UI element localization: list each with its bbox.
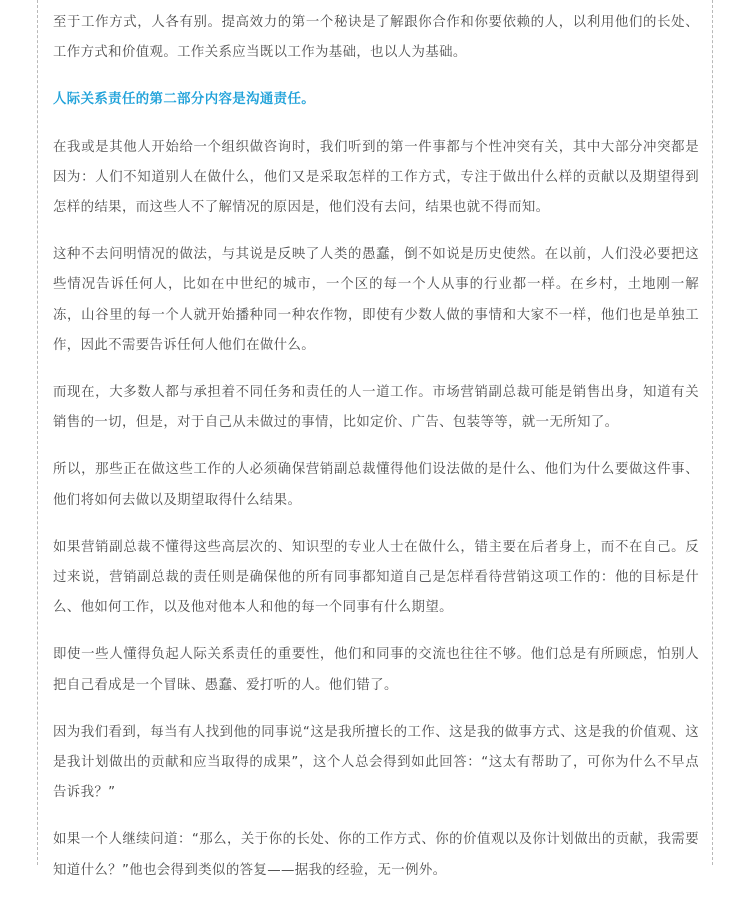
paragraph-colleague-response: 因为我们看到，每当有人找到他的同事说“这是我所擅长的工作、这是我的做事方式、这是我的价值观、这是我计划做出的贡献和应当取得的成果”，这个人总会得到如此回答：“这太有帮助了，可你为什么不早点告诉我？”: [53, 724, 699, 801]
paragraph-hesitation: 即使一些人懂得负起人际关系责任的重要性，他们和同事的交流也往往不够。他们总是有所顾虑，怕别人把自己看成是一个冒昧、愚蠢、爱打听的人。他们错了。: [53, 647, 699, 693]
paragraph-follow-up: 如果一个人继续问道：“那么，关于你的长处、你的工作方式、你的价值观以及你计划做出的贡献，我需要知道什么？”他也会得到类似的答复——据我的经验，无一例外。: [53, 832, 699, 878]
paragraph-marketing-vp: 而现在，大多数人都与承担着不同任务和责任的人一道工作。市场营销副总裁可能是销售出身，知道有关销售的一切，但是，对于自己从未做过的事情，比如定价、广告、包装等等，就一无所知了。: [53, 385, 699, 431]
paragraph-ensure-understanding: 所以，那些正在做这些工作的人必须确保营销副总裁懂得他们设法做的是什么、他们为什么要做这件事、他们将如何去做以及期望取得什么结果。: [53, 462, 699, 508]
article-body: [53, 8, 699, 903]
section-heading-communication: 人际关系责任的第二部分内容是沟通责任。: [53, 92, 316, 108]
paragraph-history: 这种不去问明情况的做法，与其说是反映了人类的愚蠢，倒不如说是历史使然。在以前，人们没必要把这些情况告诉任何人，比如在中世纪的城市，一个区的每一个人从事的行业都一样。在乡村，土地刚一解冻，山谷里的每一个人就开始播种同一种农作物，即使有少数人做的事情和大家不一样，他们也是单独工作，因此不需要告诉任何人他们在做什么。: [53, 247, 699, 353]
paragraph-consulting: 在我或是其他人开始给一个组织做咨询时，我们听到的第一件事都与个性冲突有关，其中大部分冲突都是因为：人们不知道别人在做什么，他们又是采取怎样的工作方式，专注于做出什么样的贡献以及期望得到怎样的结果，而这些人不了解情况的原因是，他们没有去问，结果也就不得而知。: [53, 139, 699, 216]
paragraph-work-style: 至于工作方式，人各有别。提高效力的第一个秘诀是了解跟你合作和你要依赖的人，以利用他们的长处、工作方式和价值观。工作关系应当既以工作为基础，也以人为基础。: [53, 15, 699, 61]
paragraph-responsibility: 如果营销副总裁不懂得这些高层次的、知识型的专业人士在做什么，错主要在后者身上，而不在自己。反过来说，营销副总裁的责任则是确保他的所有同事都知道自己是怎样看待营销这项工作的：他的目标是什么、他如何工作，以及他对他本人和他的每一个同事有什么期望。: [53, 539, 699, 616]
